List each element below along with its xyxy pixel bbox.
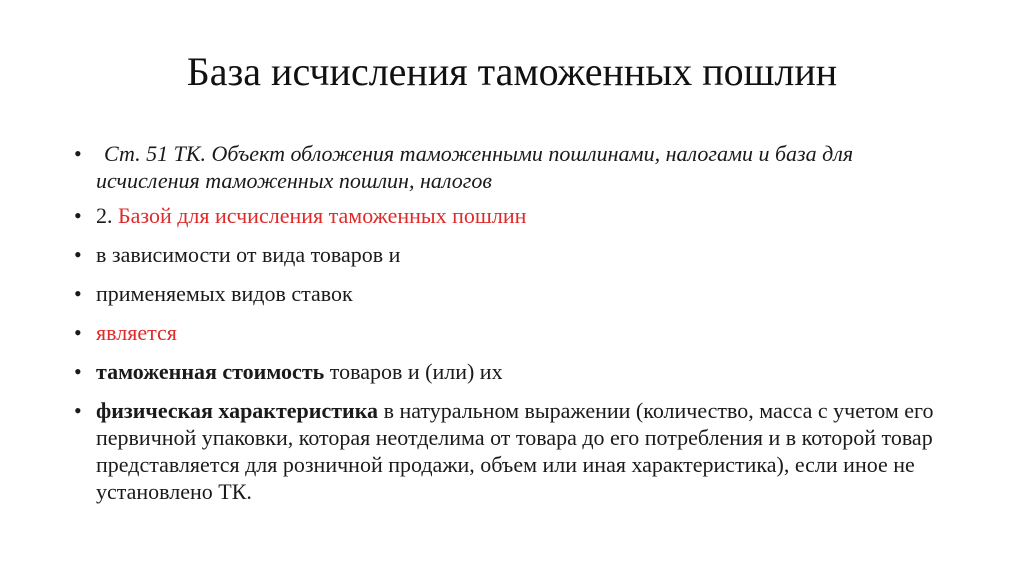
bullet-item-dependency <box>74 241 954 268</box>
article-reference-text: Ст. 51 ТК. Объект обложения таможенными пошлинами, налогами и база для исчисления таможенных пошлин, налогов <box>96 141 854 193</box>
rates-text: применяемых видов ставок <box>96 281 353 306</box>
slide-title: База исчисления таможенных пошлин <box>186 49 838 94</box>
bullet-item-rates <box>74 280 954 307</box>
physical-characteristic-term: физическая характеристика <box>96 398 379 423</box>
bullet-marker: • <box>74 359 82 384</box>
bullet-item-base <box>74 202 954 229</box>
dependency-text: в зависимости от вида товаров и <box>96 242 401 267</box>
bullet-item-customs-value <box>74 358 954 385</box>
customs-value-rest: товаров и (или) их <box>324 359 503 384</box>
bullet-marker: • <box>74 141 82 166</box>
bullet-item-physical <box>74 397 954 505</box>
physical-characteristic-rest: в натуральном выражении (количество, масса с учетом его первичной упаковки, которая неотделима от товара до его потребления и в которой товар представляется для розничной продажи, объем или иная характеристика), если иное не установлено ТК. <box>96 398 934 504</box>
bullet-marker: • <box>74 203 82 228</box>
bullet-item-is <box>74 319 954 346</box>
bullet-marker: • <box>74 320 82 345</box>
customs-value-term: таможенная стоимость <box>96 359 325 384</box>
is-text: является <box>96 320 177 345</box>
bullet-marker: • <box>74 242 82 267</box>
bullet-list <box>74 140 954 505</box>
base-heading-text: Базой для исчисления таможенных пошлин <box>118 203 527 228</box>
bullet-marker: • <box>74 281 82 306</box>
bullet-marker: • <box>74 398 82 423</box>
bullet-item-article <box>74 140 954 194</box>
item-number: 2. <box>96 203 113 228</box>
